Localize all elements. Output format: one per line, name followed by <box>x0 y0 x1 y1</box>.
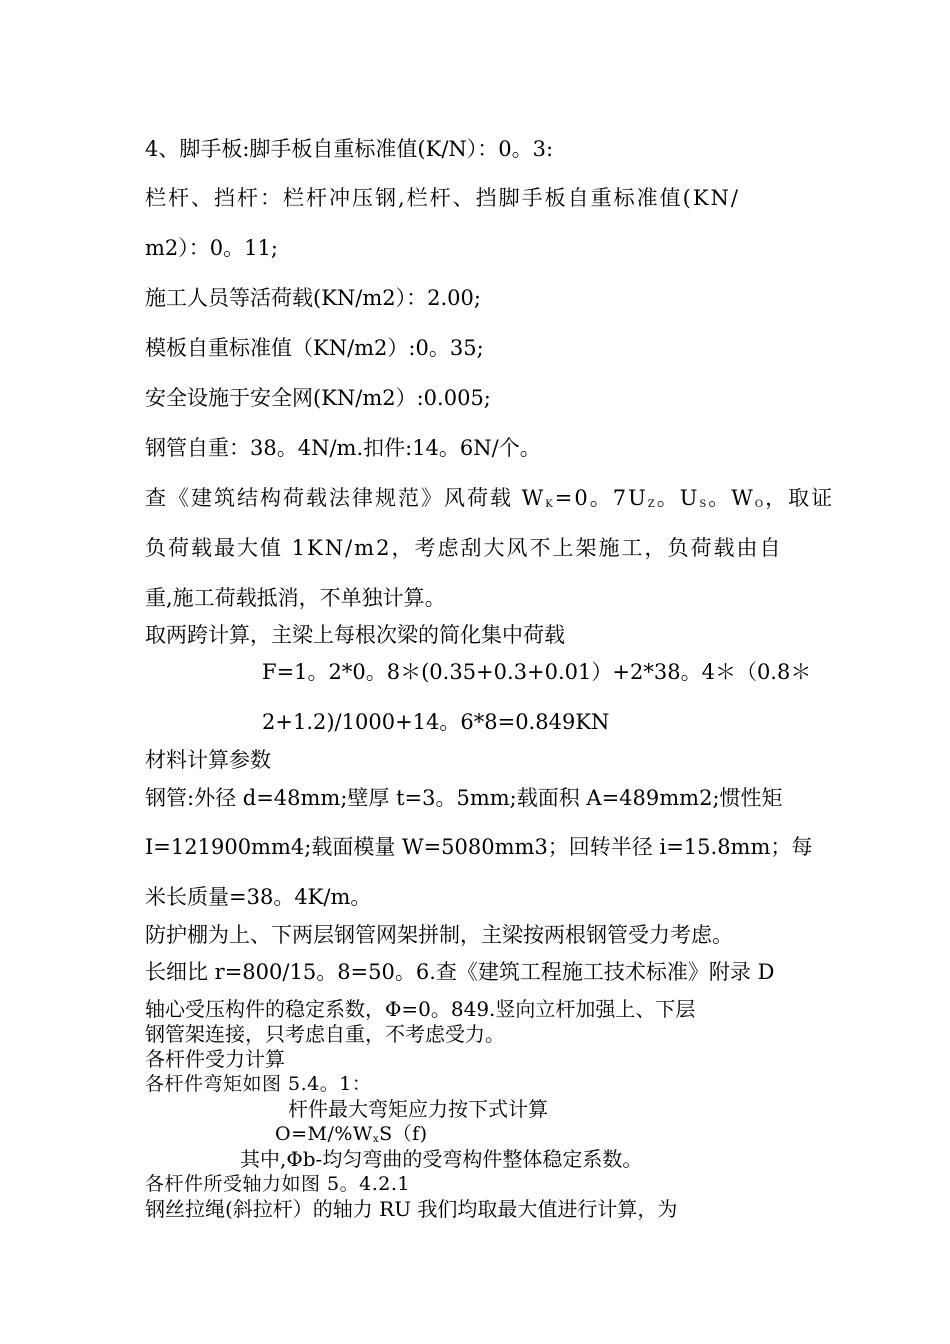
wind-text: 。U <box>656 486 700 510</box>
wind-text: 查《建筑结构荷载法律规范》风荷载 W <box>145 486 546 510</box>
section-heading: 材料计算参数 <box>145 748 271 772</box>
text-line: 模板自重标准值（KN/m2）:0。35; <box>145 336 484 360</box>
text-line: 米长质量=38。4K/m。 <box>145 885 372 909</box>
text-line: 负荷载最大值 1KN/m2，考虑刮大风不上架施工，负荷载由自 <box>145 536 783 560</box>
text-line: 取两跨计算，主梁上每根次梁的简化集中荷载 <box>145 623 565 647</box>
section-heading: 各杆件受力计算 <box>145 1047 285 1071</box>
formula-text: S（f) <box>379 1123 428 1145</box>
text-line: 栏杆、挡杆：栏杆冲压钢,栏杆、挡脚手板自重标准值(KN/ <box>145 186 741 210</box>
formula-line: 2+1.2)/1000+14。6*8=0.849KN <box>262 710 610 734</box>
text-line: 各杆件弯矩如图 5.4。1： <box>145 1073 372 1095</box>
text-line: 其中,Φb-均匀弯曲的受弯构件整体稳定系数。 <box>240 1147 643 1171</box>
subscript: K <box>545 499 555 510</box>
subscript: x <box>372 1134 380 1145</box>
subscript: O <box>754 499 766 510</box>
subscript: Z <box>647 499 657 510</box>
text-line: 重,施工荷载抵消，不单独计算。 <box>145 586 446 610</box>
wind-load-line <box>145 484 834 519</box>
text-line: 杆件最大弯矩应力按下式计算 <box>288 1097 548 1121</box>
text-line: 长细比 r=800/15。8=50。6.查《建筑工程施工技术标准》附录 D <box>145 960 775 984</box>
wind-text: ，取证 <box>765 486 835 510</box>
wind-text: =0。7U <box>554 486 648 510</box>
wind-text: 。W <box>708 486 755 510</box>
text-line: 各杆件所受轴力如图 5。4.2.1 <box>145 1173 410 1195</box>
text-line: 防护棚为上、下两层钢管网架拼制，主梁按两根钢管受力考虑。 <box>145 923 733 947</box>
text-line: 4、脚手板:脚手板自重标准值(K/N）：0。3: <box>145 137 554 161</box>
text-line: 轴心受压构件的稳定系数，Φ=0。849.竖向立杆加强上、下层 <box>145 997 696 1021</box>
text-line: 钢丝拉绳(斜拉杆）的轴力 RU 我们均取最大值进行计算，为 <box>145 1197 678 1221</box>
formula-line: F=1。2*0。8＊(0.35+0.3+0.01）+2*38。4＊（0.8＊ <box>262 660 812 684</box>
text-line: 钢管架连接，只考虑自重，不考虑受力。 <box>145 1022 505 1046</box>
text-line: m2）：0。11; <box>145 236 278 260</box>
text-line: 安全设施于安全网(KN/m2）:0.005; <box>145 386 491 410</box>
text-line: 钢管自重：38。4N/m.扣件:14。6N/个。 <box>145 436 541 460</box>
subscript: S <box>699 499 709 510</box>
formula-text: O=M/%W <box>275 1123 373 1145</box>
text-line: I=121900mm4;载面模量 W=5080mm3；回转半径 i=15.8mm；每 <box>145 835 813 859</box>
text-line: 钢管:外径 d=48mm;壁厚 t=3。5mm;载面积 A=489mm2;惯性矩 <box>145 786 783 810</box>
text-line: 施工人员等活荷载(KN/m2）：2.00; <box>145 286 481 310</box>
